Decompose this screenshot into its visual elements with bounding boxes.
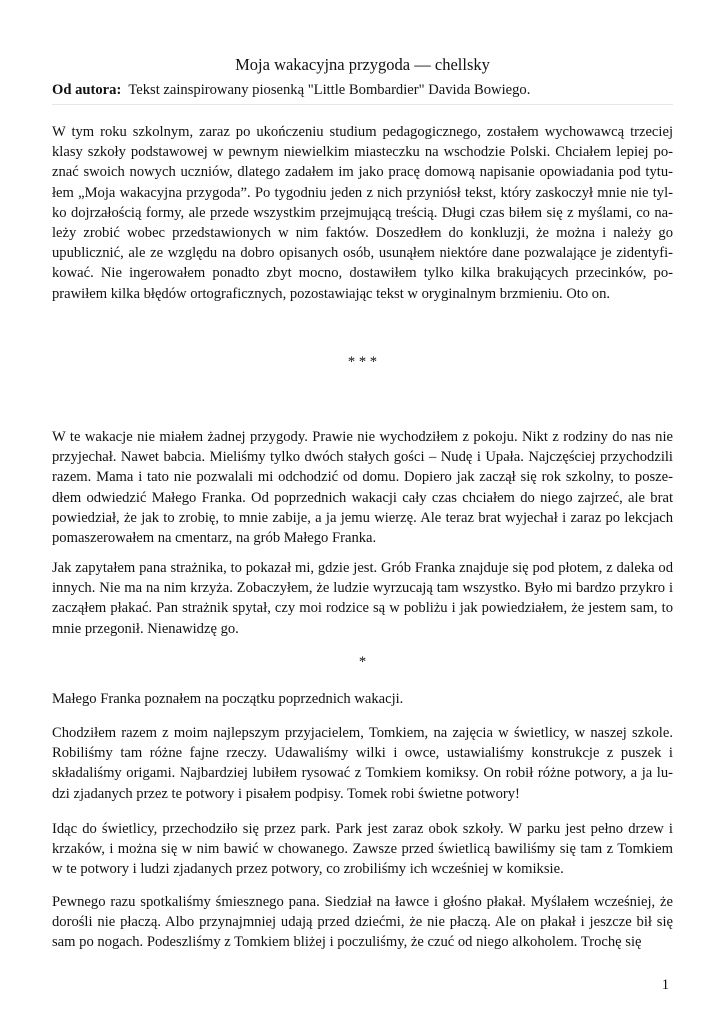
text-line: W te wakacje nie miałem żadnej przygody. Prawie nie wychodziłem z pokoju. Nikt z rodziny do nas nie <box>52 429 673 445</box>
page-number: 1 <box>661 977 669 993</box>
story-paragraph-5 <box>52 819 673 880</box>
intro-paragraph <box>52 122 673 304</box>
text-line: powiedział, że jak to zrobię, to mnie zabije, a ja jemu wierzę. Ale teraz brat wyjechał i zaraz po lekcjach <box>52 509 673 526</box>
text-line: dorośli nie płaczą. Albo przynajmniej udają przed dziećmi, że nie płaczą. Ale on płakał i jeszcze bił się <box>52 914 673 931</box>
header-divider <box>52 104 673 105</box>
text-line: sam po nogach. Podeszliśmy z Tomkiem bliżej i poczuliśmy, że czuć od niego alkoholem. Trochę się <box>52 934 642 951</box>
text-line: mnie przegonił. Nienawidzę go. <box>52 620 239 637</box>
text-line: upublicznić, ale ze względu na dobro opisanych osób, usunąłem niektóre dane pozwalające je zidentyfi- <box>52 245 673 262</box>
text-line: dzi zjadanych przez te potwory i pisałem podpisy. Tomek robi świetne potwory! <box>52 785 520 802</box>
text-line: W tym roku szkolnym, zaraz po ukończeniu studium pedagogicznego, zostałem wychowawcą trzeciej <box>52 124 673 140</box>
text-line: przyjechał. Nawet babcia. Mieliśmy tylko dwóch stałych gości – Nudę i Upała. Najczęściej przychodzili <box>52 449 673 466</box>
text-line: Robiliśmy tam różne fajne rzeczy. Udawaliśmy wilki i owce, ustawialiśmy konstrukcje z puszek i <box>52 745 673 762</box>
text-line: kować. Nie ingerowałem ponadto zbyt mocno, dostawiłem tylko kilka brakujących przecinków, po- <box>52 265 673 282</box>
story-paragraph-1 <box>52 427 673 548</box>
author-note-label: Od autora: <box>52 82 122 98</box>
text-line: razem. Mama i tato nie pozwalali mi odchodzić od domu. Dopiero jak zaczął się rok szkolny, to posze- <box>52 469 673 486</box>
text-line: Idąc do świetlicy, przechodziło się przez park. Park jest zaraz obok szkoły. W parku jest pełno drzew i <box>52 821 673 837</box>
story-paragraph-4 <box>52 723 673 804</box>
text-line: prawiłem kilka błędów ortograficznych, pozostawiając tekst w oryginalnym brzmieniu. Oto on. <box>52 285 611 302</box>
document-title: Moja wakacyjna przygoda — chellsky <box>235 55 490 74</box>
story-paragraph-2 <box>52 558 673 639</box>
text-line: zacząłem płakać. Pan strażnik spytał, czy moi rodzice są w pobliżu i jak powiedziałem, że jestem sam, to <box>52 600 673 617</box>
text-line: leży zrobić wobec przedstawionych w nim faktów. Doszedłem do konkluzji, że można i należy go <box>52 225 673 242</box>
text-line: składaliśmy origami. Najbardziej lubiłem rysować z Tomkiem komiksy. On robił różne potwory, a ja lu- <box>52 765 673 782</box>
section-separator-major: * * * <box>347 354 378 370</box>
section-separator-minor: * <box>358 654 367 670</box>
text-line: klasy szkoły podstawowej w pewnym niewielkim miasteczku na wschodzie Polski. Chciałem lepiej po- <box>52 144 673 161</box>
text-line: znać swoich nowych uczniów, dlatego zadałem im jako pracę domową napisanie opowiadania pod tytu- <box>52 164 673 181</box>
text-line: innych. Nie ma na nim krzyża. Zobaczyłem, że ludzie wyrzucają tam wszystko. Było mi bardzo przykro i <box>52 580 673 597</box>
text-line: Chodziłem razem z moim najlepszym przyjacielem, Tomkiem, na zajęcia w świetlicy, w naszej szkole. <box>52 725 673 741</box>
author-note <box>52 80 673 100</box>
text-line: Jak zapytałem pana strażnika, to pokazał mi, gdzie jest. Grób Franka znajduje się pod płotem, z daleka od <box>52 560 673 576</box>
text-line: Pewnego razu spotkaliśmy śmiesznego pana. Siedział na ławce i głośno płakał. Myślałem wcześniej, że <box>52 894 673 910</box>
text-line: dłem odwiedzić Małego Franka. Od poprzednich wakacji cały czas chciałem do niego zajrzeć, ale brat <box>52 489 673 506</box>
text-line: w te potwory i ludzi zjadanych przez potwory, co zrobiliśmy ich wcześniej w komiksie. <box>52 861 564 878</box>
author-note-text: Tekst zainspirowany piosenką "Little Bombardier" Davida Bowiego. <box>128 82 531 98</box>
text-line: ko dojrzałością formy, ale przede wszystkim przejmującą treścią. Długi czas biłem się z myślami, co na- <box>52 204 673 221</box>
text-line: krzaków, i można się w nim bawić w chowanego. Zawsze przed świetlicą bawiliśmy się tam z Tomkiem <box>52 841 673 858</box>
story-paragraph-3 <box>52 689 673 709</box>
story-paragraph-6 <box>52 892 673 953</box>
text-line: Małego Franka poznałem na początku poprzednich wakacji. <box>52 691 404 707</box>
text-line: pomaszerowałem na cmentarz, na grób Małego Franka. <box>52 530 377 547</box>
text-line: łem „Moja wakacyjna przygoda”. Po tygodniu jeden z nich przyniósł tekst, który zaskoczył mnie nie tyl- <box>52 184 673 201</box>
